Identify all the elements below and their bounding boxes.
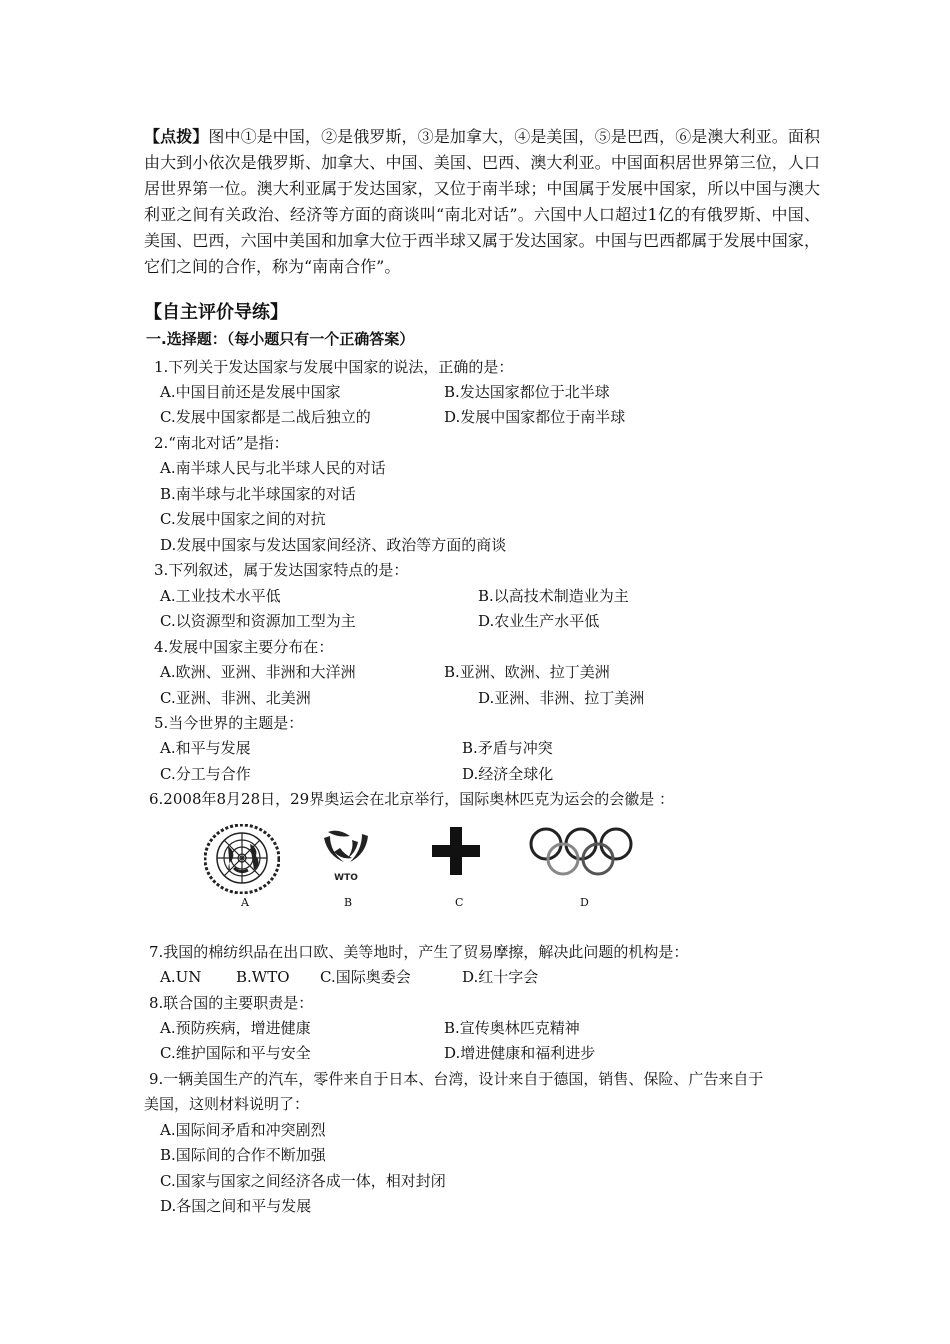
q7-option-c: C.国际奥委会 <box>320 968 411 986</box>
q8-option-b: B.宣传奥林匹克精神 <box>444 1019 580 1037</box>
q2-option-a: A.南半球人民与北半球人民的对话 <box>160 459 386 477</box>
q9-option-c: C.国家与国家之间经济各成一体，相对封闭 <box>160 1172 446 1190</box>
q1-stem: 1.下列关于发达国家与发展中国家的说法，正确的是： <box>154 358 514 376</box>
logo-label-a: A <box>241 896 249 909</box>
section-title: 【自主评价导练】 <box>144 302 288 323</box>
red-cross-icon <box>432 827 480 875</box>
q8-option-d: D.增进健康和福利进步 <box>444 1044 596 1062</box>
q4-option-c: C.亚洲、非洲、北美洲 <box>160 689 311 707</box>
q1-option-b: B.发达国家都位于北半球 <box>444 383 610 401</box>
logo-label-b: B <box>344 896 353 909</box>
q5-option-c: C.分工与合作 <box>160 765 251 783</box>
logo-label-d: D <box>580 896 589 909</box>
q7-option-a: A.UN <box>160 968 202 986</box>
q9-option-b: B.国际间的合作不断加强 <box>160 1146 326 1164</box>
q9-stem-line1: 9.一辆美国生产的汽车，零件来自于日本、台湾，设计来自于德国，销售、保险、广告来自于 <box>149 1070 764 1088</box>
q1-option-c: C.发展中国家都是二战后独立的 <box>160 408 371 426</box>
q7-stem: 7.我国的棉纺织品在出口欧、美等地时，产生了贸易摩擦，解决此问题的机构是： <box>149 943 689 961</box>
q2-option-d: D.发展中国家与发达国家间经济、政治等方面的商谈 <box>160 536 507 554</box>
q7-option-d: D.红十字会 <box>462 968 539 986</box>
q9-option-d: D.各国之间和平与发展 <box>160 1197 312 1215</box>
q6-stem: 6.2008年8月28日，29界奥运会在北京举行，国际奥林匹克为运会的会徽是 ： <box>149 790 674 808</box>
q8-option-a: A.预防疾病，增进健康 <box>160 1019 311 1037</box>
q4-stem: 4.发展中国家主要分布在： <box>154 638 334 656</box>
hint-paragraph <box>144 124 820 280</box>
q5-option-d: D.经济全球化 <box>462 765 554 783</box>
q1-option-a: A.中国目前还是发展中国家 <box>160 383 341 401</box>
q8-option-c: C.维护国际和平与安全 <box>160 1044 311 1062</box>
q5-option-a: A.和平与发展 <box>160 739 251 757</box>
q3-option-c: C.以资源型和资源加工型为主 <box>160 612 356 630</box>
wto-logo-icon <box>318 826 374 886</box>
q4-option-a: A.欧洲、亚洲、非洲和大洋洲 <box>160 663 356 681</box>
q4-option-d: D.亚洲、非洲、拉丁美洲 <box>478 689 645 707</box>
q9-stem-line2: 美国，这则材料说明了： <box>144 1095 310 1113</box>
wto-logo-text: WTO <box>334 873 358 883</box>
q3-option-b: B.以高技术制造业为主 <box>478 587 629 605</box>
q4-option-b: B.亚洲、欧洲、拉丁美洲 <box>444 663 610 681</box>
q2-option-b: B.南半球与北半球国家的对话 <box>160 485 356 503</box>
hint-text: 图中①是中国，②是俄罗斯，③是加拿大，④是美国，⑤是巴西，⑥是澳大利亚。面积由大到小依次是俄罗斯、加拿大、中国、美国、巴西、澳大利亚。中国面积居世界第三位，人口居世界第一位。澳大利亚属于发达国家，又位于南半球；中国属于发展中国家，所以中国与澳大利亚之间有关政治、经济等方面的商谈叫“南北对话”。六国中人口超过1亿的有俄罗斯、中国、美国、巴西，六国中美国和加拿大位于西半球又属于发达国家。中国与巴西都属于发展中国家，它们之间的合作，称为“南南合作”。 <box>144 127 820 276</box>
un-emblem-icon <box>204 824 280 894</box>
q8-stem: 8.联合国的主要职责是： <box>149 994 314 1012</box>
q5-option-b: B.矛盾与冲突 <box>462 739 553 757</box>
q3-option-d: D.农业生产水平低 <box>478 612 600 630</box>
q3-stem: 3.下列叙述，属于发达国家特点的是： <box>154 561 409 579</box>
logo-label-c: C <box>455 896 464 909</box>
q5-stem: 5.当今世界的主题是： <box>154 714 304 732</box>
subsection-title: 一.选择题：（每小题只有一个正确答案） <box>146 330 415 348</box>
q9-option-a: A.国际间矛盾和冲突剧烈 <box>160 1121 326 1139</box>
hint-tag: 【点拨】 <box>144 127 209 146</box>
q2-option-c: C.发展中国家之间的对抗 <box>160 510 326 528</box>
q3-option-a: A.工业技术水平低 <box>160 587 281 605</box>
q2-stem: 2.“南北对话”是指： <box>154 434 289 452</box>
olympic-rings-icon <box>528 826 634 876</box>
q7-option-b: B.WTO <box>236 968 290 986</box>
q1-option-d: D.发展中国家都位于南半球 <box>444 408 626 426</box>
